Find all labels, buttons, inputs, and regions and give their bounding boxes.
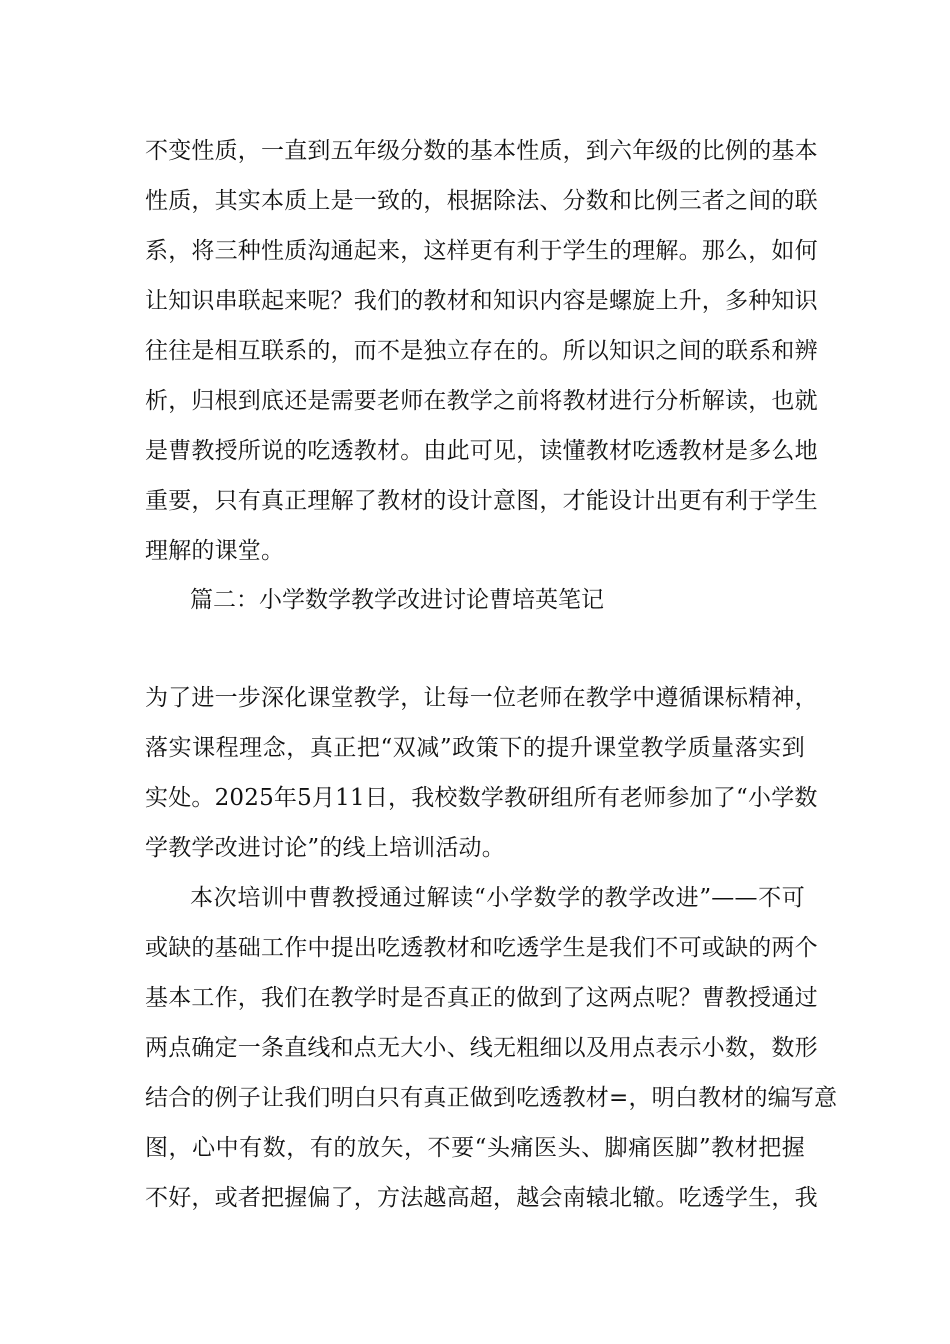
paragraph1-line-6: 析，归根到底还是需要老师在教学之前将教材进行分析解读，也就 bbox=[145, 388, 818, 414]
paragraph3-line-7: 不好，或者把握偏了，方法越高超，越会南辕北辙。吃透学生，我 bbox=[145, 1185, 818, 1211]
paragraph1-line-4: 让知识串联起来呢？我们的教材和知识内容是螺旋上升，多种知识 bbox=[145, 288, 818, 314]
paragraph1-line-1: 不变性质，一直到五年级分数的基本性质，到六年级的比例的基本 bbox=[145, 138, 818, 164]
paragraph2-line-4: 学教学改进讨论”的线上培训活动。 bbox=[145, 835, 505, 861]
paragraph3-line-5: 结合的例子让我们明白只有真正做到吃透教材=，明白教材的编写意 bbox=[145, 1085, 838, 1111]
paragraph3-line-6: 图，心中有数，有的放矢，不要“头痛医头、脚痛医脚”教材把握 bbox=[145, 1135, 805, 1161]
paragraph1-line-7: 是曹教授所说的吃透教材。由此可见，读懂教材吃透教材是多么地 bbox=[145, 438, 818, 464]
paragraph2-line-2: 落实课程理念，真正把“双减”政策下的提升课堂教学质量落实到 bbox=[145, 735, 805, 761]
paragraph2-line-3: 实处。2025年5月11日，我校数学教研组所有老师参加了“小学数 bbox=[145, 785, 818, 811]
paragraph3-line-3: 基本工作，我们在教学时是否真正的做到了这两点呢？曹教授通过 bbox=[145, 985, 818, 1011]
paragraph3-line-4: 两点确定一条直线和点无大小、线无粗细以及用点表示小数，数形 bbox=[145, 1035, 818, 1061]
paragraph1-line-9: 理解的课堂。 bbox=[145, 538, 285, 564]
paragraph3-line-1: 本次培训中曹教授通过解读“小学数学的教学改进”——不可 bbox=[190, 885, 805, 911]
paragraph3-line-2: 或缺的基础工作中提出吃透教材和吃透学生是我们不可或缺的两个 bbox=[145, 935, 818, 961]
paragraph2-line-1: 为了进一步深化课堂教学，让每一位老师在教学中遵循课标精神， bbox=[145, 685, 818, 711]
paragraph1-line-3: 系，将三种性质沟通起来，这样更有利于学生的理解。那么，如何 bbox=[145, 238, 818, 264]
paragraph1-line-8: 重要，只有真正理解了教材的设计意图，才能设计出更有利于学生 bbox=[145, 488, 818, 514]
paragraph1-line-2: 性质，其实本质上是一致的，根据除法、分数和比例三者之间的联 bbox=[145, 188, 818, 214]
paragraph1-line-5: 往往是相互联系的，而不是独立存在的。所以知识之间的联系和辨 bbox=[145, 338, 818, 364]
section-heading: 篇二：小学数学教学改进讨论曹培英笔记 bbox=[190, 587, 604, 613]
